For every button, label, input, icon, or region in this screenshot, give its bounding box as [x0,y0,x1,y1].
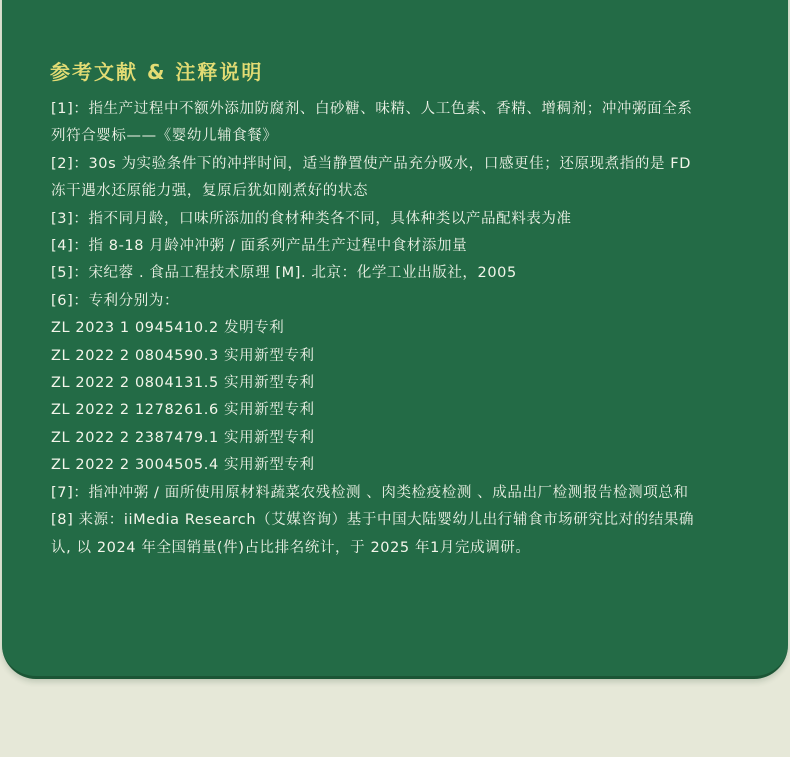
patent-1: ZL 2023 1 0945410.2 发明专利 [51,320,285,337]
note-4: [4]：指 8-18 月龄冲冲粥 / 面系列产品生产过程中食材添加量 [51,238,468,255]
note-3: [3]：指不同月龄，口味所添加的食材种类各不同，具体种类以产品配料表为准 [51,210,572,227]
note-1: [1]：指生产过程中不额外添加防腐剂、白砂糖、味精、人工色素、香精、增稠剂；冲冲粥面全系列符合婴标——《婴幼儿辅食餐》 [51,101,693,145]
patent-4: ZL 2022 2 1278261.6 实用新型专利 [51,402,315,419]
references-list [51,96,701,562]
note-2: [2]：30s 为实验条件下的冲拌时间，适当静置使产品充分吸水，口感更佳；还原现煮指的是 FD 冻干遇水还原能力强，复原后犹如刚煮好的状态 [51,155,691,200]
patent-5: ZL 2022 2 2387479.1 实用新型专利 [51,429,315,446]
references-title: 参考文献 & 注释说明 [50,60,264,84]
patent-6: ZL 2022 2 3004505.4 实用新型专利 [51,457,315,474]
note-7: [7]：指冲冲粥 / 面所使用原材料蔬菜农残检测 、肉类检疫检测 、成品出厂检测报告检测项总和 [51,484,689,501]
note-6: [6]：专利分别为： [51,292,180,309]
patent-2: ZL 2022 2 0804590.3 实用新型专利 [51,347,315,364]
note-8: [8] 来源：iiMedia Research（艾媒咨询）基于中国大陆婴幼儿出行辅食市场研究比对的结果确认, 以 2024 年全国销量(件)占比排名统计，于 2025 年1月完成调研。 [51,512,695,556]
note-5: [5]：宋纪蓉 . 食品工程技术原理 [M]. 北京：化学工业出版社，2005 [51,265,517,282]
patent-3: ZL 2022 2 0804131.5 实用新型专利 [51,375,315,392]
